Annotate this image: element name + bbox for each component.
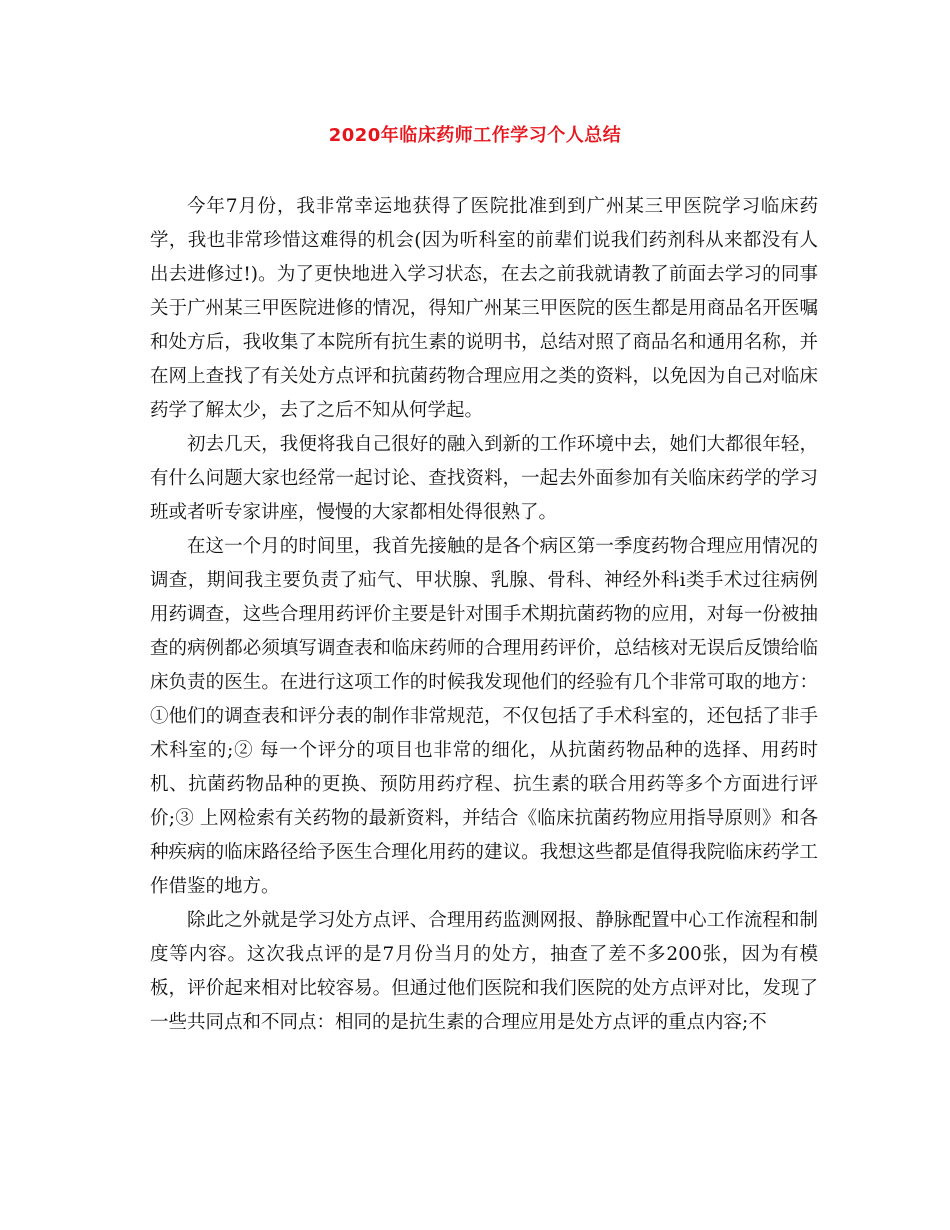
paragraph: 今年7月份，我非常幸运地获得了医院批准到到广州某三甲医院学习临床药学，我也非常珍惜这难得的机会(因为听科室的前辈们说我们药剂科从来都没有人出去进修过!)。为了更快地进入学习状态，在去之前我就请教了前面去学习的同事关于广州某三甲医院进修的情况，得知广州某三甲医院的医生都是用商品名开医嘱和处方后，我收集了本院所有抗生素的说明书，总结对照了商品名和通用名称，并在网上查找了有关处方点评和抗菌药物合理应用之类的资料，以免因为自己对临床药学了解太少，去了之后不知从何学起。 [150, 196, 818, 421]
paragraph: 除此之外就是学习处方点评、合理用药监测网报、静脉配置中心工作流程和制度等内容。这次我点评的是7月份当月的处方，抽查了差不多200张，因为有模板，评价起来相对比较容易。但通过他们医院和我们医院的处方点评对比，发现了一些共同点和不同点：相同的是抗生素的合理应用是处方点评的重点内容;不 [150, 910, 818, 1033]
document-body [150, 190, 818, 1040]
paragraph: 在这一个月的时间里，我首先接触的是各个病区第一季度药物合理应用情况的调查，期间我主要负责了疝气、甲状腺、乳腺、骨科、神经外科ⅰ类手术过往病例用药调查，这些合理用药评价主要是针对围手术期抗菌药物的应用，对每一份被抽查的病例都必须填写调查表和临床药师的合理用药评价，总结核对无误后反馈给临床负责的医生。在进行这项工作的时候我发现他们的经验有几个非常可取的地方：①他们的调查表和评分表的制作非常规范，不仅包括了手术科室的，还包括了非手术科室的;② 每一个评分的项目也非常的细化，从抗菌药物品种的选择、用药时机、抗菌药物品种的更换、预防用药疗程、抗生素的联合用药等多个方面进行评价;③ 上网检索有关药物的最新资料，并结合《临床抗菌药物应用指导原则》和各种疾病的临床路径给予医生合理化用药的建议。我想这些都是值得我院临床药学工作借鉴的地方。 [150, 536, 818, 897]
paragraph: 初去几天，我便将我自己很好的融入到新的工作环境中去，她们大都很年轻，有什么问题大家也经常一起讨论、查找资料，一起去外面参加有关临床药学的学习班或者听专家讲座，慢慢的大家都相处得很熟了。 [150, 434, 818, 523]
document-title: 2020年临床药师工作学习个人总结 [328, 125, 622, 146]
